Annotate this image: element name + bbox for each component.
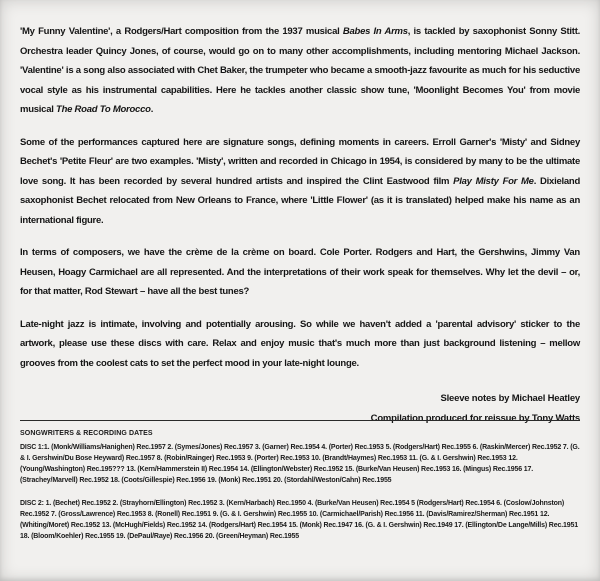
disc-list-line: 7. (Gross/Lawrence) Rec.1953 8. (Ronell) Rec.1951 9. (G. & I. Gershwin) Rec.1955 10. (Carmichael/Parish) Rec.1956 11. (Davis/Ramirez/Sherman) Rec.1951 12. (Whiting/Moret) Rec.1952: [20, 511, 550, 529]
disc1-recording-dates: [20, 442, 580, 486]
paragraph-text: In terms of composers, we have the crème de la crème on board. Cole Porter. Rodgers and Hart, the Gershwins, Jimmy Van Heusen, Hoagy Carmichael are all represented. And the interpretations of their work speak for themselves. Why let the devil – or, for that matter, Rod Stewart – have all the best tunes?: [20, 247, 580, 297]
paragraph-text: 'My Funny Valentine', a Rodgers/Hart composition from the 1937 musical: [20, 26, 343, 37]
disc2-recording-dates: [20, 498, 580, 542]
liner-notes-paragraph-4: [20, 315, 580, 374]
title-babes-in-arms: Babes In Arms: [342, 26, 408, 37]
disc-list-line: 7. (G. & I. Gershwin/Du Bose Heyward) Rec.1957 8. (Robin/Rainger) Rec.1953 9. (Porter) Rec.1953 10. (Brandt/Haymes) Rec.1953 11. (G. & I. Gershwin) Rec.1953: [20, 444, 580, 462]
liner-notes-paragraph-1: [20, 22, 580, 120]
disc-list-line: 13. (McHugh/Fields) Rec.1952 14. (Rodgers/Hart) Rec.1954 15. (Monk) Rec.1947 16. (G. & I. Gershwin) Rec.1949 17. (Ellington/De Lange/Mills) Rec.1951 18. (Bloom/Koehler) Rec.1955: [20, 522, 578, 540]
title-play-misty-for-me: Play Misty For Me: [453, 175, 534, 187]
paragraph-text: .: [150, 104, 154, 115]
liner-notes: [20, 22, 580, 429]
disc-list-line: 17. (Strachey/Marvell) Rec.1952 18. (Coots/Gillespie) Rec.1956 19. (Monk) Rec.1951 20. (Stordahl/Weston/Cahn) Rec.1955: [20, 466, 534, 484]
paragraph-text: , is tackled by saxophonist Sonny Stitt. Orchestra leader Quincy Jones, of course, would go on to many other accomplishments, including mentoring Michael Jackson. 'Valentine' is a song also associated with Chet Baker, the trumpeter who became a smooth-jazz favourite as much for his seductive vocal style as his instrumental capabilities. Here he tackles another classic show tune, 'Moonlight Becomes You' from movie musical: [20, 26, 581, 115]
liner-notes-paragraph-2: [20, 133, 580, 231]
sleeve-notes-credit: Sleeve notes by Michael Heatley: [440, 393, 580, 404]
disc-list-line: 19. (DePaul/Raye) Rec.1956 20. (Green/Heyman) Rec.1955: [116, 533, 299, 540]
songwriters-section: [20, 420, 580, 554]
liner-notes-paragraph-3: [20, 243, 580, 302]
section-divider: [20, 420, 580, 421]
paragraph-text: Late-night jazz is intimate, involving and potentially arousing. So while we haven't added a 'parental advisory' sticker to the artwork, please use these discs with care. Relax and enjoy music that's much more than just background listening – mellow grooves from the coolest cats to set the perfect mood in your late-night lounge.: [20, 318, 580, 369]
paragraph-text: . Dixieland saxophonist Bechet relocated from New Orleans to France, where 'Little Flower' (as it is translated) helped make his name as an international figure.: [20, 175, 581, 226]
disc-list-line: DISC 2: 1. (Bechet) Rec.1952 2. (Strayhorn/Ellington) Rec.1952 3. (Kern/Harbach) Rec.1950 4. (Burke/Van Heusen) Rec.1954 5 (Rodgers/Hart) Rec.1954 6. (Coslow/Johnston) Rec.1952: [20, 500, 565, 518]
compilation-credit: Compilation produced for reissue by Tony Watts: [370, 413, 580, 424]
title-road-to-morocco: The Road To Morocco: [56, 104, 151, 115]
disc-list-line: DISC 1:1. (Monk/Williams/Hanighen) Rec.1957 2. (Symes/Jones) Rec.1957 3. (Garner) Rec.1954 4. (Porter) Rec.1953 5. (Rodgers/Hart) Rec.1955 6. (Raskin/Mercer) Rec.1952: [20, 444, 562, 451]
songwriters-heading: SONGWRITERS & RECORDING DATES: [20, 430, 153, 437]
disc-list-line: 12. (Young/Washington) Rec.195??? 13. (Kern/Hammerstein II) Rec.1954 14. (Ellington/Webster) Rec.1952 15. (Burke/Van Heusen) Rec.1953 16. (Mingus) Rec.1956: [20, 455, 522, 473]
paragraph-text: Some of the performances captured here are signature songs, defining moments in careers. Erroll Garner's 'Misty' and Sidney Bechet's 'Petite Fleur' are two examples. 'Misty', written and recorded in Chicago in 1954, is considered by many to be the ultimate love song. It has been recorded by several hundred artists and inspired the Clint Eastwood film: [20, 136, 580, 187]
